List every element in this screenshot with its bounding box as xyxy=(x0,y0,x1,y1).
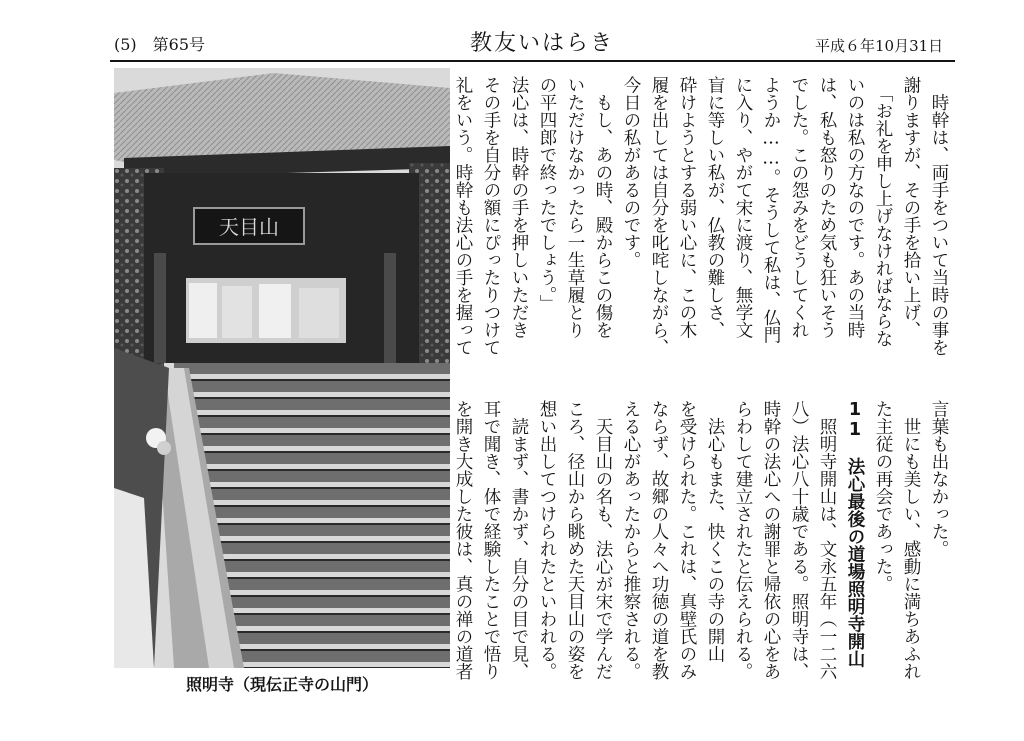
section-heading: 11 法心最後の道場照明寺開山 xyxy=(845,400,865,668)
text-column: た主従の再会であった。 xyxy=(873,400,893,593)
text-column: ころ、径山から眺めた天目山の姿を xyxy=(565,400,585,680)
temple-gate-photo xyxy=(114,68,450,668)
text-column: は、私も怒りのため気も狂いそう xyxy=(817,76,837,339)
text-column: 時幹の法心への謝罪と帰依の心をあ xyxy=(761,400,781,680)
text-column: 天目山の名も、法心が宋で学んだ xyxy=(593,400,613,680)
photo-caption: 照明寺（現伝正寺の山門） xyxy=(185,675,378,694)
text-column: 法心もまた、快くこの寺の開山 xyxy=(705,400,725,663)
header-rule xyxy=(110,60,955,62)
text-column: もし、あの時、殿からこの傷を xyxy=(593,76,613,339)
text-column: の平四郎で終ったでしょう。」 xyxy=(537,76,557,313)
text-column: を受けられた。これは、真壁氏のみ xyxy=(677,400,697,680)
text-column: 照明寺開山は、文永五年（一二六 xyxy=(817,400,837,680)
text-column: 法心は、時幹の手を押しいただき xyxy=(509,76,529,339)
text-column: に入り、やがて宋に渡り、無学文 xyxy=(733,76,753,339)
text-column: 時幹は、両手をついて当時の事を xyxy=(929,76,949,356)
text-column: 想い出してつけられたといわれる。 xyxy=(537,400,557,680)
newsletter-title: 教友いはらき xyxy=(470,31,615,56)
text-column: 耳で聞き、体で経験したことで悟り xyxy=(481,400,501,680)
text-column: 礼をいう。時幹も法心の手を握って xyxy=(453,76,473,356)
text-column: える心があったからと推察される。 xyxy=(621,400,641,680)
text-column: でした。この怨みをどうしてくれ xyxy=(789,76,809,339)
text-column: 謝りますが、その手を拾い上げ、 xyxy=(901,76,921,339)
text-column: 八）法心八十歳である。照明寺は、 xyxy=(789,400,809,680)
text-column: 盲に等しい私が、仏教の難しさ、 xyxy=(705,76,725,339)
text-column: ならず、故郷の人々へ功徳の道を教 xyxy=(649,400,669,680)
gate-plaque-text: 天目山 xyxy=(219,215,279,239)
text-column: 「お礼を申し上げなければならな xyxy=(873,76,893,348)
text-column: 読まず、書かず、自分の目で見、 xyxy=(509,400,529,680)
text-column: いのは私の方なのです。あの当時 xyxy=(845,76,865,339)
issue-date: 平成６年10月31日 xyxy=(815,37,944,55)
page-header xyxy=(0,0,1024,64)
text-column: 履を出しては自分を叱咤しながら、 xyxy=(649,76,669,356)
text-column: いただけなかったら一生草履とり xyxy=(565,76,585,339)
text-column: 砕けようとする弱い心に、この木 xyxy=(677,76,697,339)
issue-number: (5) 第65号 xyxy=(114,35,206,54)
text-column: らわして建立されたと伝えられる。 xyxy=(733,400,753,680)
text-column: 言葉も出なかった。 xyxy=(929,400,949,558)
text-column: その手を自分の額にぴったりつけて xyxy=(481,76,501,356)
text-column: を開き大成した彼は、真の禅の道者 xyxy=(453,400,473,680)
article-body xyxy=(453,76,953,716)
text-column: ようか……。そうして私は、仏門 xyxy=(761,76,781,344)
text-column: 世にも美しい、感動に満ちあふれ xyxy=(901,400,921,680)
text-column: 今日の私があるのです。 xyxy=(621,76,641,269)
